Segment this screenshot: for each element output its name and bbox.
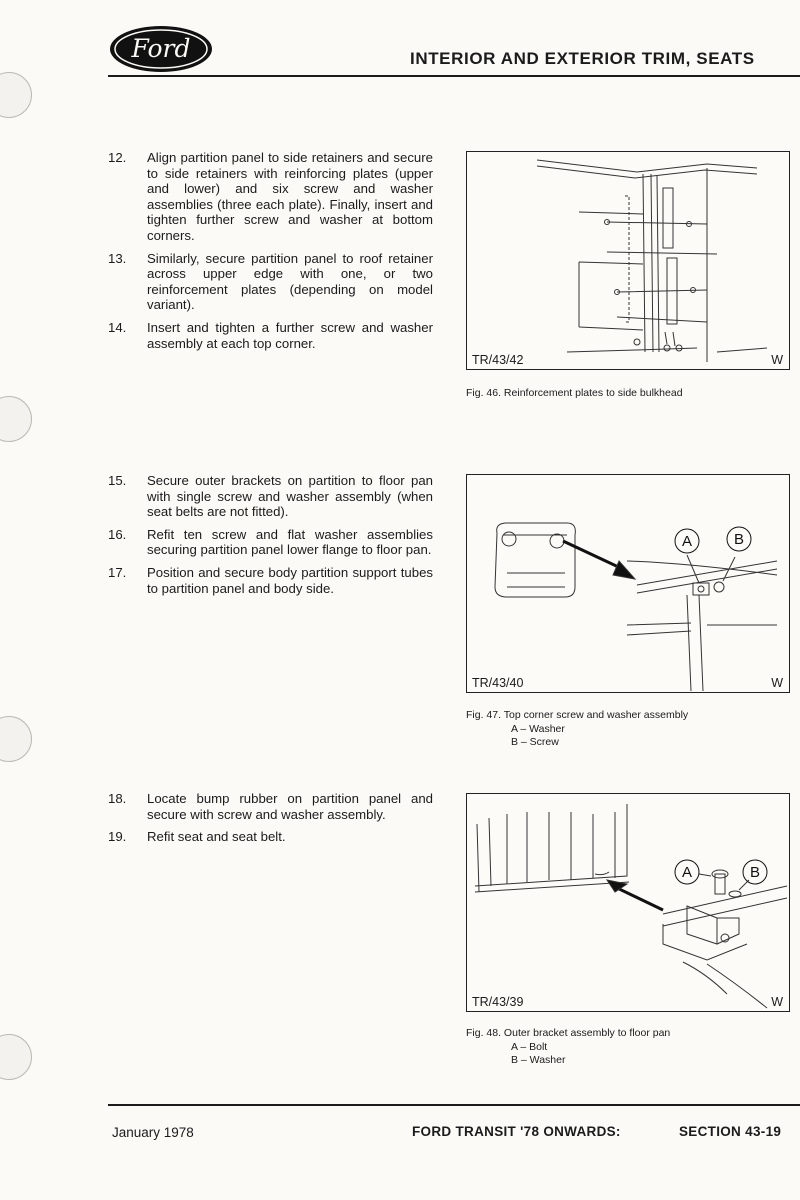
figure-mark: W — [771, 353, 783, 367]
steps-group-2 — [108, 473, 433, 603]
step-item — [108, 320, 433, 351]
logo-text: Ford — [131, 34, 191, 63]
top-corner-drawing — [467, 475, 789, 692]
legend-item: B – Screw — [511, 736, 559, 748]
punch-hole — [0, 716, 32, 762]
step-number: 18. — [108, 791, 127, 806]
step-item — [108, 473, 433, 520]
step-number: 12. — [108, 150, 127, 165]
step-number: 17. — [108, 564, 127, 580]
callout-b: B — [749, 864, 761, 881]
steps-group-1 — [108, 150, 433, 358]
step-text: Secure outer brackets on partition to floor pan with single screw and washer assembly (when seat belts are not fitted). — [147, 473, 433, 520]
step-number: 16. — [108, 526, 127, 542]
step-item — [108, 829, 433, 845]
caption-text: Fig. 46. Reinforcement plates to side bulkhead — [466, 387, 683, 399]
figure-46-caption — [466, 387, 683, 401]
figure-47-caption — [466, 709, 688, 750]
figure-ref: TR/43/40 — [472, 676, 524, 690]
step-number: 14. — [108, 319, 127, 335]
step-text: Refit seat and seat belt. — [147, 829, 286, 845]
step-item — [108, 791, 433, 822]
step-text: Locate bump rubber on partition panel and secure with screw and washer assembly. — [147, 791, 433, 822]
caption-text: Fig. 47. Top corner screw and washer assembly — [466, 709, 689, 721]
punch-hole — [0, 396, 32, 442]
step-number: 13. — [108, 250, 127, 266]
legend-item: B – Washer — [511, 1054, 566, 1066]
step-number: 19. — [108, 829, 127, 845]
callout-a: A — [681, 864, 693, 881]
step-text: Refit ten screw and flat washer assemblies securing partition panel lower flange to floor pan. — [147, 526, 433, 558]
footer-date: January 1978 — [112, 1125, 194, 1140]
steps-group-3 — [108, 791, 433, 852]
callout-b: B — [733, 531, 745, 548]
figure-48 — [466, 793, 790, 1012]
step-text: Similarly, secure partition panel to roof retainer across upper edge with one, or two reinforcement plates (depending on model variant). — [147, 250, 433, 313]
footer-rule — [108, 1104, 800, 1106]
caption-text: Fig. 48. Outer bracket assembly to floor pan — [466, 1027, 671, 1039]
step-text: Position and secure body partition support tubes to partition panel and body side. — [147, 564, 433, 596]
step-item — [108, 251, 433, 313]
step-item — [108, 150, 433, 244]
legend-item: A – Washer — [511, 722, 565, 735]
footer-publication: FORD TRANSIT '78 ONWARDS: — [412, 1124, 621, 1139]
figure-48-caption — [466, 1027, 670, 1068]
step-text: Align partition panel to side retainers and secure to side retainers with reinforcing plates (upper and lower) and six screw and washer assemblies (three each plate). Finally, insert and tighten further screw and washer at bottom corners. — [147, 150, 433, 243]
figure-mark: W — [771, 676, 783, 690]
step-item — [108, 565, 433, 596]
outer-bracket-drawing — [467, 794, 789, 1011]
reinforcement-plates-drawing — [467, 152, 789, 369]
figure-mark: W — [771, 995, 783, 1009]
punch-hole — [0, 72, 32, 118]
step-number: 15. — [108, 473, 127, 488]
step-item — [108, 527, 433, 558]
figure-46 — [466, 151, 790, 370]
callout-a: A — [681, 533, 693, 550]
step-text: Insert and tighten a further screw and washer assembly at each top corner. — [147, 319, 433, 351]
legend-item: A – Bolt — [511, 1040, 548, 1053]
punch-hole — [0, 1034, 32, 1080]
header-rule — [108, 75, 800, 77]
figure-ref: TR/43/39 — [472, 995, 524, 1009]
page-title: INTERIOR AND EXTERIOR TRIM, SEATS — [410, 49, 755, 68]
footer-section: SECTION 43-19 — [679, 1124, 782, 1139]
ford-logo — [108, 24, 214, 74]
figure-ref: TR/43/42 — [472, 353, 524, 367]
figure-47 — [466, 474, 790, 693]
